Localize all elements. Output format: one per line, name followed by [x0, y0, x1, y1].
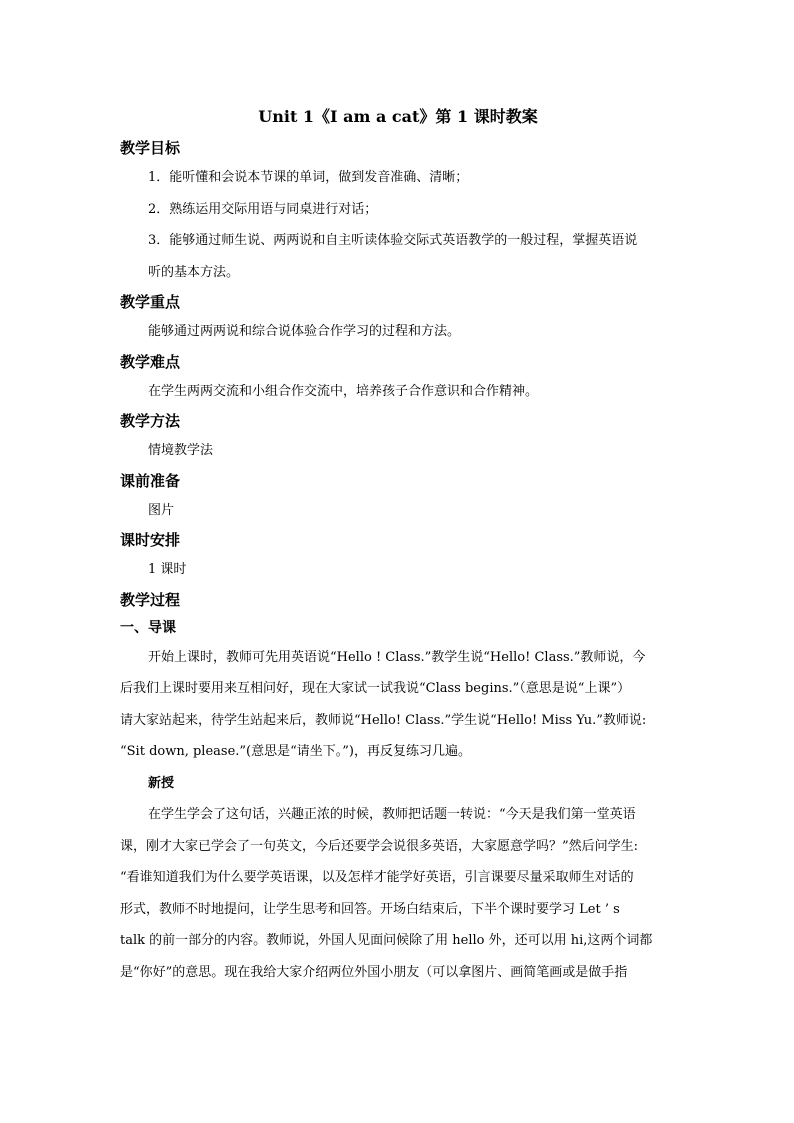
section-heading-objectives: 教学目标 — [120, 139, 181, 157]
new-line-4: 形式，教师不时地提问，让学生思考和回答。开场白结束后，下半个课时要学习 Let ’ s — [120, 901, 620, 917]
new-line-3: “看谁知道我们为什么要学英语课，以及怎样才能学好英语，引言课要尽量采取师生对话的 — [120, 870, 634, 885]
intro-line-2: 后我们上课时要用来互相问好，现在大家试一试我说“Class begins.”（意思是说“上课”） — [120, 681, 631, 696]
objective-item-3-continued: 听的基本方法。 — [148, 264, 240, 280]
intro-line-1: 开始上课时，教师可先用英语说“Hello ! Class.”教学生说“Hello! Class.”教师说，今 — [148, 649, 646, 665]
new-line-1: 在学生学会了这句话，兴趣正浓的时候，教师把话题一转说：“今天是我们第一堂英语 — [148, 807, 636, 822]
methods-text: 情境教学法 — [148, 443, 214, 458]
intro-subheading: 一、导课 — [120, 619, 176, 636]
key-points-text: 能够通过两两说和综合说体验合作学习的过程和方法。 — [148, 324, 461, 339]
difficulties-text: 在学生两两交流和小组合作交流中，培养孩子合作意识和合作精神。 — [148, 383, 539, 399]
new-line-2: 课，刚才大家已学会了一句英文，今后还要学会说很多英语，大家愿意学吗？”然后问学生: — [120, 838, 639, 854]
document-page — [120, 104, 676, 988]
section-heading-preparation: 课前准备 — [120, 471, 181, 490]
section-heading-process: 教学过程 — [120, 590, 181, 609]
section-heading-key-points: 教学重点 — [120, 293, 181, 311]
objective-item-3: 3．能够通过师生说、两两说和自主听读体验交际式英语教学的一般过程，掌握英语说 — [148, 233, 638, 248]
intro-line-4: “Sit down, please.”(意思是“请坐下。”)，再反复练习几遍。 — [120, 744, 471, 759]
new-lesson-subheading: 新授 — [148, 775, 175, 791]
new-line-5: talk 的前一部分的内容。教师说，外国人见面问候除了用 hello 外，还可以用 hi,这两个词都 — [120, 933, 653, 948]
new-line-6: 是“你好”的意思。现在我给大家介绍两位外国小朋友（可以拿图片、画简笔画或是做手指 — [120, 964, 628, 980]
intro-line-3: 请大家站起来，待学生站起来后，教师说“Hello! Class.”学生说“Hello! Miss Yu.”教师说: — [120, 712, 647, 728]
section-heading-schedule: 课时安排 — [120, 531, 181, 549]
objective-item-2: 2．熟练运用交际用语与同桌进行对话； — [148, 201, 378, 217]
objective-item-1: 1．能听懂和会说本节课的单词，做到发音准确、清晰； — [148, 170, 469, 185]
document-title: Unit 1《I am a cat》第 1 课时教案 — [258, 107, 538, 126]
section-heading-difficulties: 教学难点 — [120, 352, 181, 371]
preparation-text: 图片 — [148, 502, 175, 518]
section-heading-methods: 教学方法 — [120, 412, 181, 430]
schedule-text: 1 课时 — [148, 562, 187, 577]
